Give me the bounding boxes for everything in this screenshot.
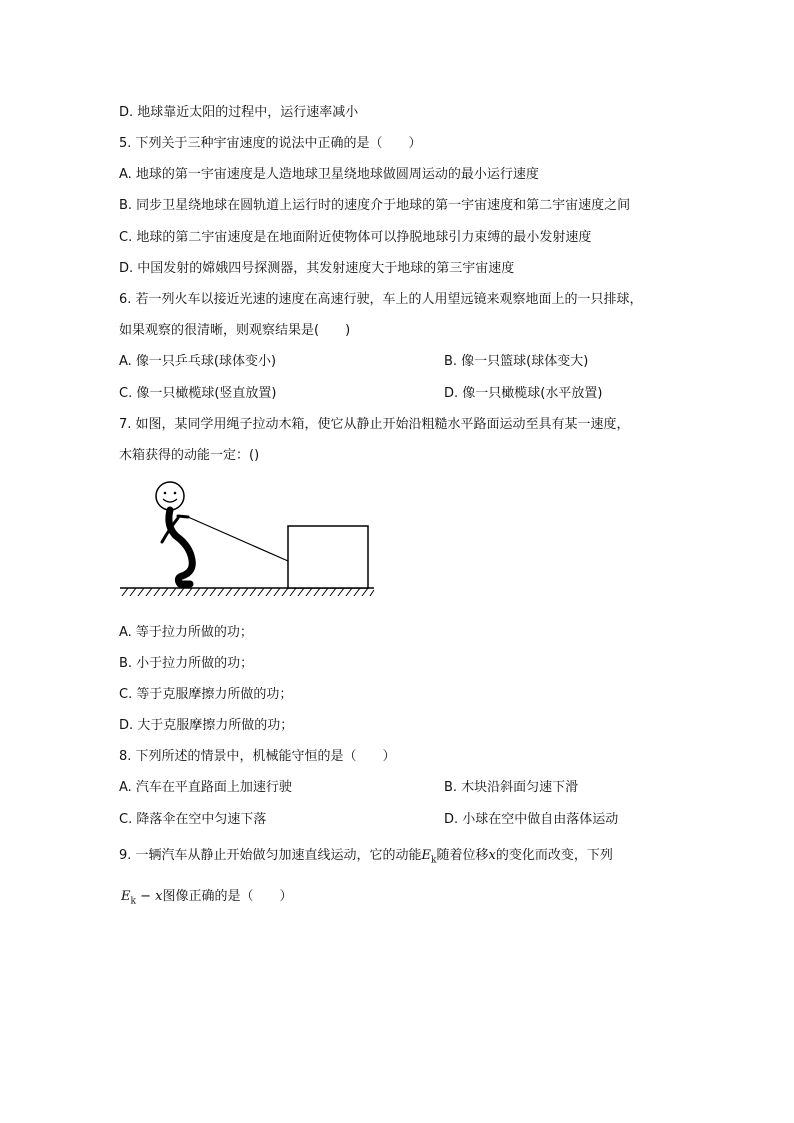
q4-option-d: D. 地球靠近太阳的过程中，运行速率减小 [119,105,359,120]
q8-option-a: A. 汽车在平直路面上加速行驶 [119,780,292,795]
person-body [169,510,192,584]
minus-sign: − [135,889,156,904]
ek-symbol-2: E [121,889,131,904]
q9-stem-text-mid: 随着位移 [436,848,489,863]
person-hand [178,516,188,517]
q5-option-a: A. 地球的第一宇宙速度是人造地球卫星绕地球做圆周运动的最小运行速度 [119,167,539,182]
q8-stem: 8. 下列所述的情景中，机械能守恒的是（ ） [119,749,396,764]
q7-stem-line2: 木箱获得的动能一定：() [119,448,260,463]
q7-option-a: A. 等于拉力所做的功； [119,625,253,640]
q6-stem-line1: 6. 若一列火车以接近光速的速度在高速行驶，车上的人用望远镜来观察地面上的一只排球， [119,292,643,307]
q6-option-a: A. 像一只乒乓球(球体变小) [119,354,277,369]
q7-stem-line1: 7. 如图，某同学用绳子拉动木箱，使它从静止开始沿粗糙水平路面运动至具有某一速度， [119,417,630,432]
person-head [156,482,184,510]
q6-option-b: B. 像一只篮球(球体变大) [444,354,589,369]
q9-stem-text-post: 的变化而改变，下列 [495,848,613,863]
wooden-box [288,526,368,588]
x-symbol: x [488,848,496,863]
q9-stem-text-pre: 9. 一辆汽车从静止开始做匀加速直线运动，它的动能 [119,848,422,863]
ek-subscript: k [431,855,437,866]
q9-stem-line2 [121,888,293,911]
q7-option-d: D. 大于克服摩擦力所做的功； [119,718,294,733]
q8-option-c: C. 降落伞在空中匀速下落 [119,812,267,827]
q9-stem-text-post-2: 图像正确的是（ ） [162,889,293,904]
q5-option-b: B. 同步卫星绕地球在圆轨道上运行时的速度介于地球的第一宇宙速度和第二宇宙速度之间 [119,198,631,213]
x-symbol-2: x [155,889,163,904]
q9-stem-line1 [119,847,613,870]
q6-stem-line2: 如果观察的很清晰，则观察结果是( ) [119,323,351,338]
q7-figure-person-pulling-box [118,480,378,602]
q7-option-c: C. 等于克服摩擦力所做的功； [119,687,293,702]
q5-option-c: C. 地球的第二宇宙速度是在地面附近使物体可以挣脱地球引力束缚的最小发射速度 [119,230,592,245]
ek-subscript-2: k [130,896,136,907]
rope [188,517,288,561]
ek-symbol: E [421,848,432,863]
q8-option-b: B. 木块沿斜面匀速下滑 [444,780,579,795]
q5-option-d: D. 中国发射的嫦娥四号探测器，其发射速度大于地球的第三宇宙速度 [119,261,515,276]
q5-stem: 5. 下列关于三种宇宙速度的说法中正确的是（ ） [119,136,422,151]
q6-option-c: C. 像一只橄榄球(竖直放置) [119,386,277,401]
q7-option-b: B. 小于拉力所做的功； [119,656,254,671]
q8-option-d: D. 小球在空中做自由落体运动 [444,812,619,827]
q6-option-d: D. 像一只橄榄球(水平放置) [444,386,603,401]
ground-hatching [122,588,374,596]
